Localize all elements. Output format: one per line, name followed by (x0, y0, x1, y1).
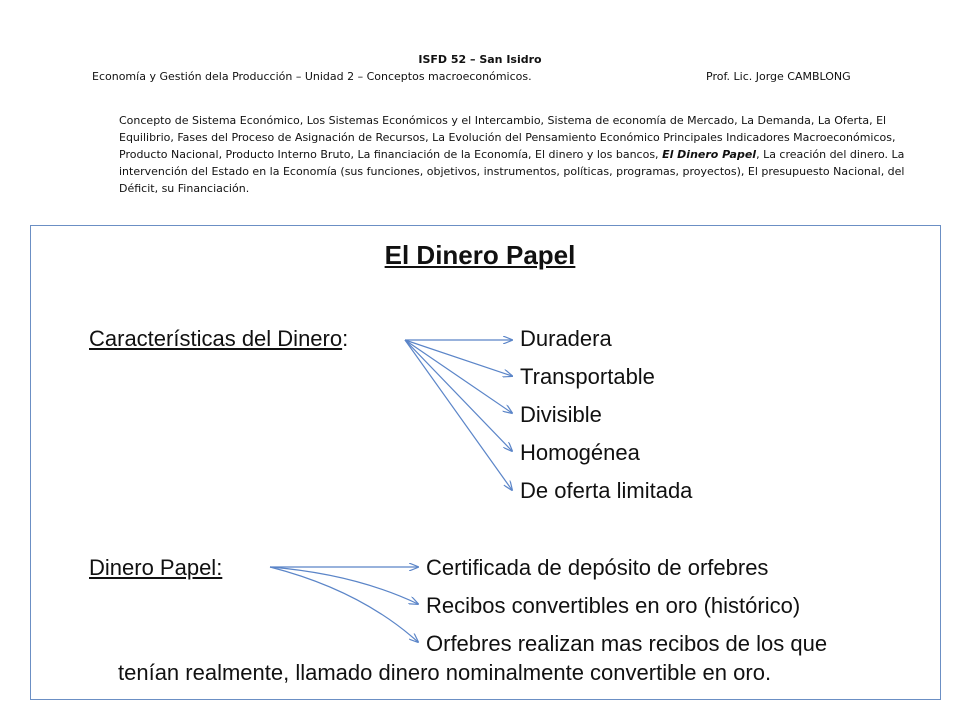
topics-text-before: Concepto de Sistema Económico, Los Sistemas Económicos y el Intercambio, Sistema de economía de Mercado, La Demanda, La Oferta, El Equilibrio, Fases del Proceso de Asignación de Recursos, La Evolución del Pensamiento Económico Principales Indicadores Macroeconómicos, Producto Nacional, Producto Interno Bruto, La financiación de la Economía, El dinero y los bancos, (119, 114, 896, 161)
arrow-transportable (405, 340, 512, 376)
header-professor: Prof. Lic. Jorge CAMBLONG (706, 70, 851, 83)
paper-money-item: Recibos convertibles en oro (histórico) (426, 593, 801, 618)
characteristics-label-text: Características del Dinero (89, 326, 343, 351)
arrow-divisible (405, 340, 512, 413)
characteristic-item: De oferta limitada (520, 478, 693, 503)
topics-highlight: El Dinero Papel (662, 148, 757, 161)
arrow-oferta-limitada (405, 340, 512, 490)
slide-title: El Dinero Papel (384, 240, 576, 270)
paper-money-item: Certificada de depósito de orfebres (426, 555, 769, 580)
topics-text-after: , La creación del dinero. La intervención del Estado en la Economía (sus funciones, objetivos, instrumentos, políticas, programas, proyectos), El presupuesto Nacional, del Déficit, su Financiación. (119, 148, 905, 195)
arrow-homogenea (405, 340, 512, 451)
characteristic-item: Divisible (520, 402, 602, 427)
characteristics-colon: : (342, 326, 349, 351)
header-course: Economía y Gestión dela Producción – Unidad 2 – Conceptos macroeconómicos. (92, 70, 532, 83)
paper-money-label: Dinero Papel: (89, 555, 223, 580)
characteristic-item: Transportable (520, 364, 655, 389)
paper-money-continuation: tenían realmente, llamado dinero nominalmente convertible en oro. (118, 660, 772, 685)
header-institution: ISFD 52 – San Isidro (418, 53, 542, 66)
characteristic-item: Duradera (520, 326, 612, 351)
characteristic-item: Homogénea (520, 440, 640, 465)
arrow-recibos (270, 567, 418, 604)
paper-money-item: Orfebres realizan mas recibos de los que (426, 631, 828, 656)
